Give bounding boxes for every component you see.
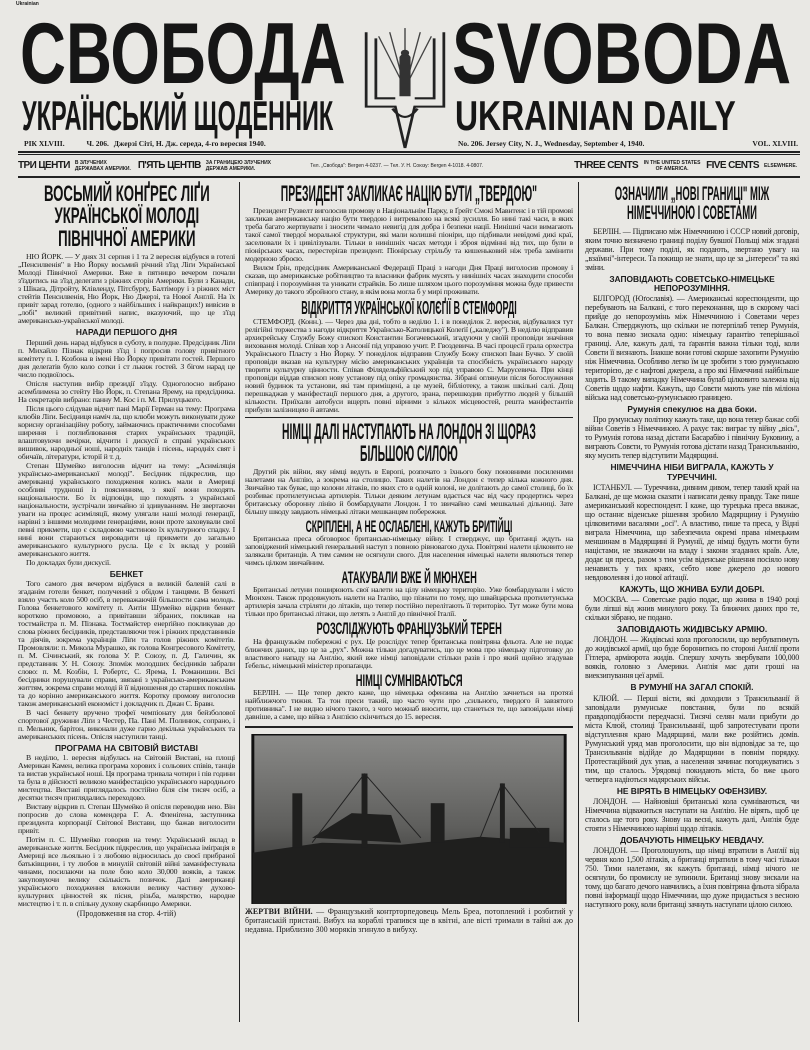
article-paragraph: Потім п. С. Шумейко говорив на тему: Український вклад в американське життя. Бесідник підкреслив, що українська іміґрація в Америці все льояльно і з любовю відносилась до своєї прибраної батьківщини, і ту любов в минулій світовій війні заманіфестувала чинами, посилаючи на поле бою коло 30,000 вояків, а також закуповуючи велику скількість позичок. Далі американці українського походження вложили велику частину духово-культурних цінностей як пісня, різьба, малярство, народне мистецтво і т. п. в спільну духову скарбницю Америки. <box>18 835 235 909</box>
dateline-en <box>458 139 798 148</box>
corner-note: Ukrainian <box>16 1 39 7</box>
left-column <box>18 183 235 918</box>
article-paragraph: НЮ ЙОРК. — У днях 31 серпня і 1 та 2 вересня відбувся в готелі „Пенсилвенія" в Ню Йорку восьмий річний з'їзд Ліґи Української Молоді Північної Америки. Вже в пятницю вечером почали з'їздитись на з'їзд делегати з ріжних сторін Америки. Були з Канади, з Шікаґа, Дітройту, Клівленду, Пітсбурґу, Балтімору і з ріжних міст стейтів Пенсилвенія, Ню Йорк, Ню Джерзі, та Нової Анґлії. На їх привіт зарад готелю, (одного з найбільших і найкращих!) вивісив в „лобі" великий привітний напис, вказуючий, що це з'їзд американсько-української молоді. <box>18 252 235 326</box>
article-paragraph: Перший день нарад відбувся в суботу, в полудне. Предсідник Ліґи п. Михайло Пізнак відкрив з'їзд і попросив голову привітного комітету п. І. Козбона в імені Ню Йорку привітати гостей. Першого дня делеґатів було коло сотки і ст лькиж гостей. З бігом нарад це число подвоїлось. <box>18 337 235 379</box>
warship-photo <box>251 734 567 904</box>
date-uk: Джерзі Сіті, Н. Дж. середа, 4-го вересня 1940. <box>113 139 266 148</box>
right-headline: ОЗНАЧИЛИ „НОВІ ГРАНИЦІ" МІЖ НІМЕЧЧИНОЮ І СОВЕТАМИ <box>614 184 770 225</box>
right-column <box>585 185 799 910</box>
article-paragraph: На французькім побережжі є рух. Це розслідує тепер британська повітряна фльота. Але не подає ближчих даних, що це за „рух". Можна тільки догадуватись, що це мова про німецьку підготовку до властивого нападу на Анґлію, який вже німці заповідали стільки разів і про який щойно згадував Ґебельс, німецький міністер пропаґанди. <box>245 636 573 670</box>
article-paragraph: СТЕМФОРД. (Конн.). — Через два дні, тобто в неділю 1. і в понеділок 2. вересня, відбувалися тут релігійні торжества з нагоди відкриття Українсько-Католицької Колеґії („каледжу"). В неділю відправив архиєрейську Службу Божу єпископ Константин Богачевський, згадуючи у своїй проповіди значіння виховання молоді. Співав хор з Ансонії під управою учит. Р. Гвоздевича. В часі процесії грала орхестра Українського Пласту з Ню Йорку. У понеділок відправив Службу Божу єпископ Іван Бучко. У своїй проповіди вказав на культурну місію американських українців та спосібність українського народу творити культурну цінности. Співав Філядельфійський хор під управою С. Марусевича. При кінці проповіди віддав єпископ нову установу під опіку громадянства. Зібрані оглянули після богослуження новий будинок та установи, які там приміщені, а це музей, бібліотеку, а також шкільні салі. Дощ перешкаджав у маніфестації першого дня, а другого, зрана, перешкодив прибуттю людей у більшій кількости. Приїхали автобуси вщерть повні вірними з кількох місцевостей, решта маніфестантів прибули залізницею й автами. <box>245 316 573 414</box>
article-paragraph: КЛЮЙ. — Перші вісти, які доходили з Трансильванії й заповідали румунське повстання, були по всякій правдоподібности передчасні. Тисячі селян мали прибути до міста Клюй, столиці Трансильванії, щоб запротестувати проти відступлення краю Мадярщині, мали вже розійтись домів. Румунський уряд мав проголосити, що він відповідає за те, що Трансильванія відійде до Мадярщини в повнім порядку. Протестаційний дух упав, а населення зачинає погоджуватись з тим, що сталось. Урядовці покидають міста, бо вже цього четверга надіються мадярських військ. <box>585 693 799 784</box>
left-headline: ВОСЬМИЙ КОНҐРЕС ЛІҐИ УКРАЇНСЬКОЇ МОЛОДІ ПІВНІЧНОЇ АМЕРИКИ <box>43 181 210 251</box>
photo-rule <box>245 726 573 728</box>
photo-caption: ЖЕРТВИ ВІЙНИ. — Французький контрторпедовець Мель Бреа, потоплений і розбитий у британській пристані. Вибух на кораблі трапився ще в квітні, але вісті тримали в тайні аж до недавна. Приблизно 300 моряків згинуло в вибуху. <box>245 906 573 934</box>
article-paragraph: Британські летуни поширюють свої налети на цілу німецьку територію. Уже бомбардували і місто Мюнхен. Також продовжують налети на Італію, що пізнати по тому, що швайцарська протилетунська артилерія зачала стріляти до літаків, що тепер постійно перелітають її територію. Тут може бути мова тільки про британські літаки, що летять з Анґлії до північної Італії. <box>245 585 573 619</box>
masthead-rule-thin <box>18 154 800 155</box>
year-uk: РІК XLVIII. <box>24 139 65 148</box>
middle-headline-france: РОЗСЛІДЖУЮТЬ ФРАНЦУЗЬКИЙ ТЕРЕН <box>316 619 502 639</box>
price-uk-2: П'ЯТЬ ЦЕНТІВ <box>137 160 201 171</box>
price-uk-2-note: ЗА ГРАНИЦЕЮ ЗЛУЧЕНИХ ДЕРЖАВ АМЕРИКИ. <box>205 159 272 172</box>
price-bar <box>18 157 800 174</box>
photo-caption-lead: ЖЕРТВИ ВІЙНИ. <box>245 906 313 916</box>
article-paragraph: МОСКВА. — Советське радіо подає, що жнива в 1940 році були ліпші від жнив минулого року. Та ближчих даних про те, скільки зібрано, не подано. <box>585 595 799 623</box>
masthead-subtitle-uk: УКРАЇНСЬКИЙ ЩОДЕННИК <box>22 92 334 139</box>
article-paragraph: Опісля наступив вибір президії з'їзду. Одноголосно вибрано асемблимена зо стейту Ню Йорк, п. Степана Ярему, на предсідника. На секретарів вибрано: панну М. Кос і п. М. Прилуцького. <box>18 378 235 404</box>
article-paragraph: Британська преса обговорює британсько-німецьку війну. І стверджує, що британці ждуть на заповіджений німецький ґенеральний наступ з повною рівновагою духа. Повітряні налети цілковито не залякали британців. А тим самим не осягнули свого. Для населення німецькі налети являються тепер чимсь цілком звичайним. <box>245 534 573 567</box>
article-paragraph: Вилєм Ґрін, предсідник Американської Федерації Праці з нагоди Дня Праці виголосив промову і сказав, що американське робітництво та власники фабрик мусять у нинішніх часах знаходити способи співпраці і порозуміння та уникати страйків. Бо лише шляхом цього порозуміння можна буде привести Америку до такого збройного стану, в якім вона могла б у мирі проживати. <box>245 263 573 297</box>
subheading: Румунія спекулює на два боки. <box>627 404 757 415</box>
price-uk-1: ТРИ ЦЕНТИ <box>18 160 70 171</box>
subheading: НЕ ВІРЯТЬ В НІМЕЦЬКУ ОФЕНЗИВУ. <box>616 785 768 796</box>
middle-column <box>245 183 573 934</box>
price-en-2: FIVE CENTS <box>706 160 759 171</box>
article-paragraph: В часі бенкету вручено трофеї чемпіонату для бейзболової спортової дружини Ліґи з Честер, Па. Пані М. Полинюк, сопрано, і п. Мельник, барітон, виконали дуже гарно декілька українських та американських пісень. Опісля наступили танці. <box>18 707 235 741</box>
article-paragraph: Після цього слідував відчит пані Марії Герман на тему: Програма клюбів Ліґи. Бесідниця наміч ла, що клюби можуть виконувати дуже корисну організаційну роботу, займаючись практичними способами ширення і поглиблювання старих українських традицій, влаштовуючи вечірки, відчити і дискусії в справі українських вишивок, народньої ноші, народніх танців і пісень, народніх свят і обичаїв, літератури, історії й т. д. <box>18 403 235 461</box>
article-paragraph: Другий рік війни, яку німці ведуть в Европі, розпочато з їхнього боку поновними посиленими налетами на Анґлію, а зокрема на столицю. Таких налетів на Лондон є тепер кілька кожного дня. Звичайно так буває, що колони літаків, по яких сто в одній колоні, не долітають до самої столиці, бо їх розбиває протилетунська артилерія. Тільки деяким летунам вдається час від часу продертись через британську оборонну лінію й бомбардувати Лондон. І то звичайно самі мешкальні дільниці. Зате більшу шкоду завдають німецькі літаки мешканцям побережжя. <box>245 466 573 516</box>
article-paragraph: БЕРЛІН. — Ще тепер декто каже, що німецька офензива на Анґлію зачнеться на протязі найближчого тижня. Та тон преси такий, що часто чути про „сильного, твердого й завзятого противника". І не видно нічого такого, з чого можнаб вносити, що станеться те, що заповідали німці давніше, а саме, що війна з Анґлією скінчиться до 15. вересня. <box>245 687 573 721</box>
subheading: НАРАДИ ПЕРШОГО ДНЯ <box>75 327 178 338</box>
subheading: ПРОГРАМА НА СВІТОВІЙ ВИСТАВІ <box>55 742 198 753</box>
issue-uk: Ч. 206. <box>86 139 109 148</box>
middle-headline-doubt: НІМЦІ СУМНІВАЮТЬСЯ <box>355 670 463 690</box>
article-paragraph: ЛОНДОН. — Проголошують, що німці втратили в Анґлії від червня коло 1,500 літаків, а британці втратили в тому часі тільки 750. Тими налетами, як кажуть британці, німці нічого не осягнули, бо промислу не зупинили. Британці знову зискали на тому, що багато дечого навчились, а їхня повітряна фльота зібрала повні інформації щодо Німеччини, що дуже придасться з весною наступного року, коли британці зачнуть наступати цілою силою. <box>585 846 799 910</box>
article-paragraph: По докладах були дискусії. <box>26 557 111 567</box>
subheading: ЗАПОВІДАЮТЬ СОВЕТСЬКО-НІМЕЦЬКЕ НЕПОРОЗУМІННЯ. <box>609 273 775 293</box>
article-paragraph: Президент Рузвелт виголосив промову в Національнім Парку, в Ґрейт Смокі Мавнтенс і в тій промові закликав американську націю бути твердою і витревалою на всякі зусилля. Бо нині такі часи, в яких треба багато жертвувати і зносити чимало невигід для добра і безпеки нації. Нинішні часи вимагають такої самої твердої моральної структури, які мали колишні піоніри, що підбивали невідомі дикі краї, заселювали їх і цивілізували. Тільки в нинішніх часах методи і зброя відмінні від тих, що були в піонірських часах, перестеріґав президент. Піонірську стрільбу та кишеньковий ніж треба замінити модерною зброєю. <box>245 206 573 264</box>
subheading: БЕНКЕТ <box>109 568 144 579</box>
masthead-title-uk: СВОБОДА <box>20 6 346 102</box>
article-paragraph: ЛОНДОН. — Найновіші британські кола сумніваються, чи Німеччина відважиться наступати на Анґлію. Не вірять, щоб це сталось ще того року. Знову на весні, кажуть далі, Анґлія буде стояти з Німеччиною нарівні щодо літаків. <box>585 796 799 833</box>
date-en: Jersey City, N. J., Wednesday, September 4, 1940. <box>485 139 645 148</box>
column-divider-right <box>578 182 579 1022</box>
middle-headline-london: НІМЦІ ДАЛІ НАСТУПАЮТЬ НА ЛОНДОН ЗІ ЩОРАЗ БІЛЬШОЮ СИЛОЮ <box>282 418 536 467</box>
middle-headline-stamford: ВІДКРИТТЯ УКРАЇНСЬКОЇ КОЛЄҐІЇ В СТЕМФОРДІ <box>301 298 517 319</box>
article-paragraph: ЛОНДОН. — Жидівські кола проголосили, що вербуватимуть до жидівської армії, що буде боронитись по стороні Анґлії проти Гітлера, арміюрота жидів. Спершу хочуть звербувати 100,000 вояків, головно з Америки. Анґлія має дати гроші на виекзипування цеї армії. <box>585 635 799 681</box>
price-en-1-note: IN THE UNITED STATES OF AMERICA. <box>643 159 701 172</box>
middle-headline-president: ПРЕЗИДЕНТ ЗАКЛИКАЄ НАЦІЮ БУТИ „ТВЕРДОЮ" <box>280 181 538 206</box>
masthead-title-en: SVOBODA <box>452 6 792 102</box>
dateline-uk <box>24 139 360 148</box>
price-bar-rule <box>18 176 800 178</box>
article-paragraph: Степан Шумейко виголосив відчит на тему: „Асиміляція українсько-американської молоді". Бесідник підкреслив, що американці українського походження колись мали в Америці особливі трудноші із поясненням, з якої вони походять національности. Бо їх відповіди, що походять з української національности, зустрічали звичайно зі здивуванням. Не звертаючи уваги на процес асиміляції, якому улягали наші молоді ґенерації, нарівні з іншими молодими ґенераціями, вони проте заховували свої певні прикмети, що є складовою частиною їх культурного спадку. І нині вони стараються вировадити ці прикмети до загально американського культурного русла. Це є їх вклад у розвій американського життя. <box>18 460 235 558</box>
article-paragraph: Того самого дня вечером відбувся в великій балевій салі в згаданім готели бенкет, получений з обідом і танцями. В бенкеті взяло участь коло 500 осіб, в переважаючій більшости сама молодь. Голова бенкетового комітету п. Антін Шумейко відкрив бенкет короткою промовою, а привітавши зібраних, покликав на тостмайстра п. М. Пізнака. Тостмайстер енерґійно покликував до слова ріжних бесідників, представляючи теж і ріжних представників та діячів, зокрема українців Ліґи та голов ріжних комітетів. Промовляли: п. Микола Мурашко, як голова Конгресового Комітету, п. М. Січинський, як голова У. Р. Союзу, п. Д. Галичин, як представник У. Н. Союзу. Зпоміж молодших бесідників забрали слово: п. М. Козбін, І. Робертс, С. Ярема, І. Романишин. Всі бесідники порушували справи, звязані з українсько-американським життям, зокрема справи молоді й її відношення до старших поколінь та до корінно американського життя. Коротку промову виголосив також американський економіст і докладчик п. Джан С. Бравн. <box>18 578 235 708</box>
article-paragraph: БЕРЛІН. — Підписано між Німеччиною і СССР новий договір, яким точно визначено границі поділу бувшої Польщі між згадані держави. При тому поділі, як подають, звертано увагу на „взаїмні"-інтереси. Та покищо не знати, що це за „інтереси" та які зміни. <box>585 226 799 272</box>
middle-headline-munich: АТАКУВАЛИ ВЖЕ Й МЮНХЕН <box>341 568 477 587</box>
subheading: НІМЕЧЧИНА НІБИ ВИГРАЛА, КАЖУТЬ У ТУРЕЧЧИНІ. <box>610 462 774 482</box>
article-paragraph: БІЛГОРОД (Юґославія). — Американські кореспонденти, що перебувають на Балкані, є того переконання, що в скорому часі прийде до непорозумінь між Німеччиною і Советами через Балкан. Стверджують, що скільки не потерпілаб тепер Румунія, то вона певно зискала одно: німецьку ґарантію теперішньої границі. Але, кажуть далі, та ґарантія важна тільки тоді, коли Совєти її визнають. Інакше вони готові скорше захопити Румунію ніж Німеччина. Особливо легко їм це зробити з тою румунською територією, де є нафтові джерела, а про які Німеччині найбільше ходить. В такому випадку Німеччина булаб цілковито залежна від Советів щодо нафти. Кажуть, що Совєти мають уже пів міліона війська над советсько-румунською границею. <box>585 294 799 403</box>
subheading: ЗАПОВІДАЮТЬ ЖИДІВСЬКУ АРМІЮ. <box>616 624 768 635</box>
continued-note: (Продовження на стор. 4-тій) <box>76 909 177 919</box>
article-paragraph: ІСТАНБУЛ. — Туреччина, дивним дивом, тепер такий край на Балкані, де ще можна сказати і написати деяку правду. Таке пише американський кореспондент. І каже, що турецька преса вважає, що останнє віденське рішення зробило Мадярщину і Румунію цілковитими васалями „осі". А властиво, пише та преса, у Відні виграла Німеччина, що забезпечила окремі права німецьким меншинам в Мадярщині й Румунії, де німці будуть могти бути націстами, не зважаючи на владу і закони згаданих країв. Але, додає ця преса, разом з тим усім віденське рішення посіяло нову ненависть у тих краях, себто нове джерело до нового невдоволення і до нової аґітації. <box>585 482 799 582</box>
trident-liberty-emblem <box>362 26 448 150</box>
price-en-2-note: ELSEWHERE. <box>764 162 798 169</box>
price-en-1: THREE CENTS <box>574 160 639 171</box>
subheading: ДОБАЧУЮТЬ НІМЕЦЬКУ НЕВДАЧУ. <box>620 834 764 845</box>
issue-en: No. 206. <box>458 139 485 148</box>
article-paragraph: Про румунську політику кажуть таке, що вона тепер бажає собі війни Советів з Німеччиною. А рахує так: виграє ту війну „вісь", то Румунія готова назад дістати Басарабію і північну Буковину, а виграють Совєти, то Румунія готова дістати назад Трансильванію, яку мусить тепер відступити Мадярщині. <box>585 415 799 461</box>
masthead-subtitle-en: UKRAINIAN DAILY <box>455 92 736 139</box>
phone-numbers: Тел. „Свобода": Bergen 4-0237. — Тел. У. Н. Союзу: Bergen 4-1018. 4-0807. <box>310 162 484 169</box>
middle-headline-britons: СКРІПЛЕНІ, А НЕ ОСЛАБЛЕНІ, КАЖУТЬ БРИТІЙЦІ <box>305 516 513 536</box>
section-rule <box>245 417 573 418</box>
article-paragraph: Виставу відкрив п. Степан Шумейко й опісля переводив нею. Він попросив до слова комендера Г. А. Фленіґена, заступника президента корпорації Світової Вистави, що бажав виголосити привіт. <box>18 802 235 836</box>
price-uk-1-note: В ЗЛУЧЕНИХ ДЕРЖАВАХ АМЕРИКИ. <box>74 159 131 172</box>
article-paragraph: В неділю, 1. вересня відбулась на Світовій Виставі, на площі Американ Камен, велика програма хорових і сольових співів, танців та вистав української ноші. Ця програма тривала чотири і пів години та була в дійсності великою маніфестацією українського народнього мистецтва. Виставі приглядалось постійно біля сім тисяч осіб, а десятки тисяч приглядались переходово. <box>18 753 235 803</box>
masthead-rule <box>18 151 800 153</box>
column-divider-left <box>239 182 240 1022</box>
subheading: КАЖУТЬ, ЩО ЖНИВА БУЛИ ДОБРІ. <box>619 583 765 594</box>
vol-en: VOL. XLVIII. <box>752 139 798 148</box>
subheading: В РУМУНІЇ НА ЗАГАЛ СПОКІЙ. <box>630 682 754 693</box>
